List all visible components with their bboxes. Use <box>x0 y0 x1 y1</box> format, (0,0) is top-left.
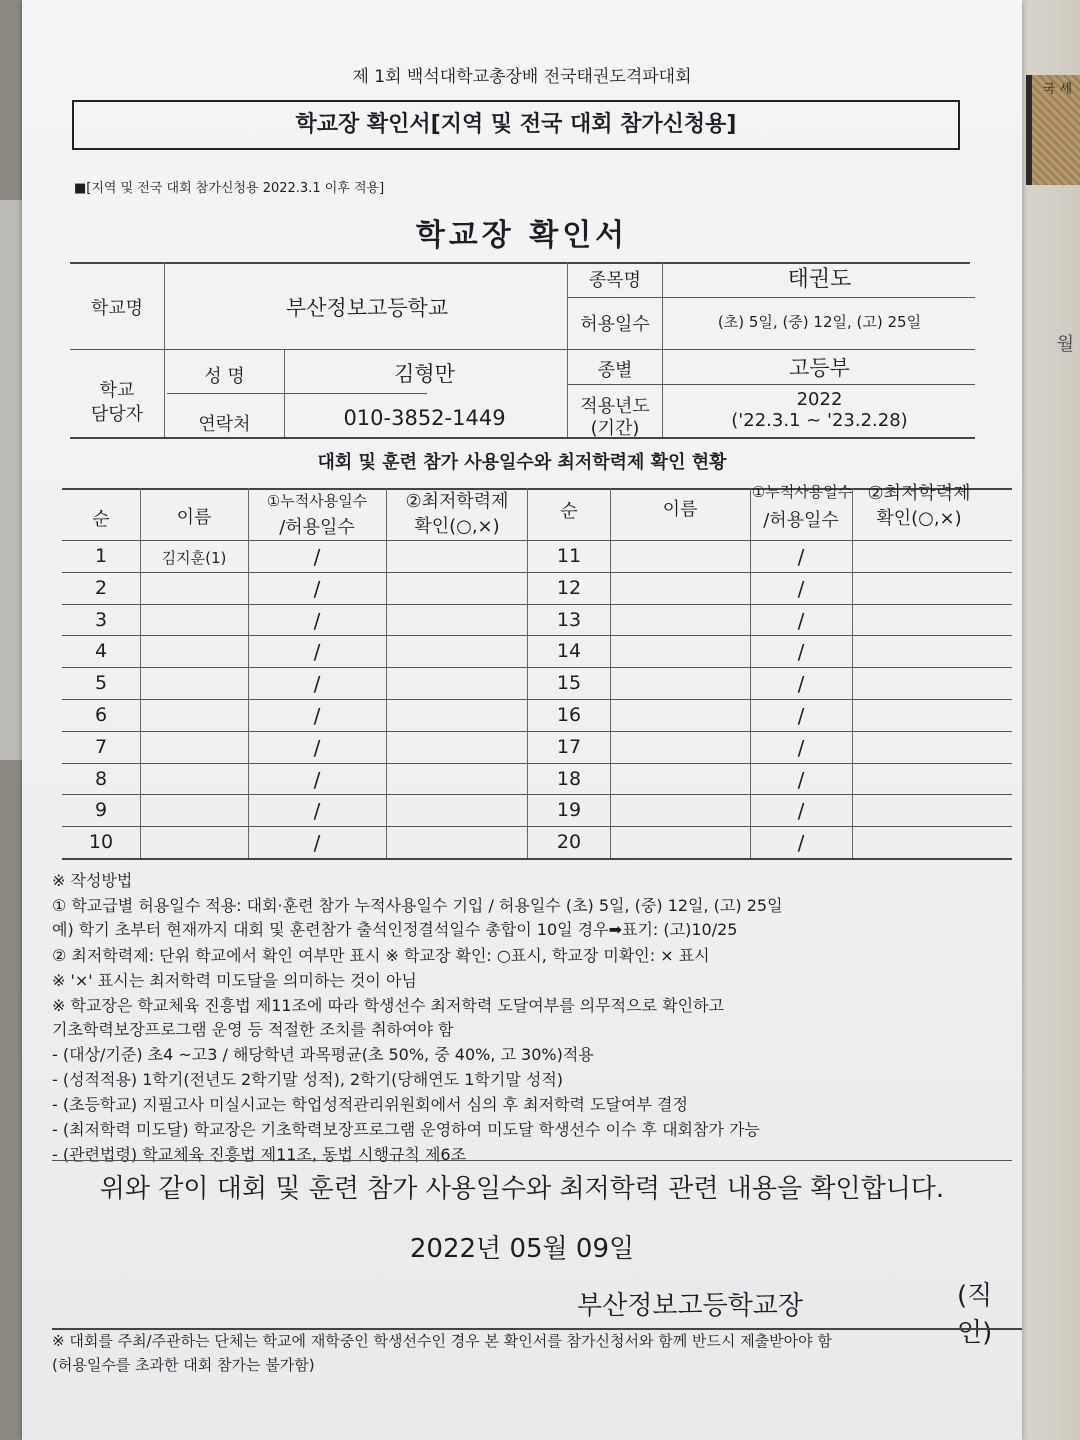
days-slash: / <box>313 672 321 697</box>
form-title-box: 학교장 확인서[지역 및 전국 대회 참가신청용] <box>72 100 960 150</box>
days-slash: / <box>313 608 321 633</box>
note-line: 예) 학기 초부터 현재까지 대회 및 훈련참가 출석인정결석일수 총합이 10일 경우➡표기: (고)10/25 <box>52 920 738 939</box>
days-slash: / <box>797 640 805 665</box>
days-slash: / <box>797 735 805 760</box>
note-line: - (대상/기준) 초4 ~고3 / 해당학년 과목평균(초 50%, 중 40%, 고 30%)적용 <box>52 1045 594 1064</box>
row-number: 1 <box>94 545 108 567</box>
days-slash: / <box>797 576 805 601</box>
days-slash: / <box>797 704 805 728</box>
days-slash: / <box>313 735 321 760</box>
col-days-right-2: /허용일수 <box>763 510 839 531</box>
row-number: 16 <box>556 704 582 726</box>
year-value-2: ('22.3.1 ~ '23.2.28) <box>731 410 908 431</box>
name-label: 성 명 <box>204 366 245 387</box>
note-line: - (초등학교) 지필고사 미실시교는 학업성적관리위원회에서 심의 후 최저학력 도달여부 결정 <box>52 1095 688 1114</box>
note-line: - (관련법령) 학교체육 진흥법 제11조, 동법 시행규칙 제6조 <box>52 1145 467 1164</box>
contact-value: 010-3852-1449 <box>343 406 506 430</box>
name-value: 김형만 <box>394 362 455 386</box>
school-label: 학교명 <box>90 298 144 319</box>
footer-note: ※ 대회를 주최/주관하는 단체는 학교에 재학중인 학생선수인 경우 본 확인서를 참가신청서와 함께 반드시 제출받아야 함 <box>52 1332 832 1350</box>
days-slash: / <box>797 545 805 569</box>
main-title: 학교장 확인서 <box>415 218 629 253</box>
days-value: (초) 5일, (중) 12일, (고) 25일 <box>717 313 922 331</box>
col-days-left-2: /허용일수 <box>279 517 355 538</box>
row-number: 5 <box>94 672 108 695</box>
note-line: 기초학력보장프로그램 운영 등 적절한 조치를 취하여야 함 <box>52 1020 454 1039</box>
row-number: 3 <box>94 608 108 631</box>
row-divider <box>62 699 1012 700</box>
row-divider <box>62 667 1012 668</box>
days-slash: / <box>797 799 805 824</box>
row-divider <box>62 763 1012 764</box>
row-divider <box>62 794 1012 795</box>
col-no-right: 순 <box>560 501 578 522</box>
col-days-left-1: ①누적사용일수 <box>266 492 368 510</box>
days-slash: / <box>313 545 321 569</box>
school-value: 부산정보고등학교 <box>285 296 449 320</box>
col-check-left-1: ②최저학력제 <box>405 491 509 512</box>
division-value: 고등부 <box>789 356 850 380</box>
document-page <box>22 0 1022 1440</box>
days-slash: / <box>797 672 805 697</box>
row-number: 10 <box>88 831 114 854</box>
row-divider <box>62 826 1012 827</box>
col-check-right-1: ②최저학력제 <box>867 483 971 504</box>
row-name: 김지훈(1) <box>161 549 227 567</box>
sport-value: 태권도 <box>787 267 852 292</box>
confirmation-statement: 위와 같이 대회 및 훈련 참가 사용일수와 최저학력 관련 내용을 확인합니다. <box>99 1174 945 1204</box>
official-seal-mark: (직인) <box>957 1281 993 1348</box>
note-line: ② 최저학력제: 단위 학교에서 확인 여부만 표시 ※ 학교장 확인: ○표시, 학교장 미확인: × 표시 <box>52 946 710 965</box>
col-name-right: 이름 <box>662 499 698 520</box>
row-number: 6 <box>94 704 108 726</box>
days-slash: / <box>313 799 321 824</box>
section-title: 대회 및 훈련 참가 사용일수와 최저학력제 확인 현황 <box>317 452 727 473</box>
row-number: 12 <box>556 576 582 599</box>
year-label-2: (기간) <box>590 418 640 439</box>
row-number: 8 <box>94 767 108 790</box>
row-number: 17 <box>556 735 582 758</box>
row-number: 2 <box>94 576 108 599</box>
side-word: 월 <box>1056 334 1074 355</box>
footer-note: (허용일수를 초과한 대회 참가는 불가함) <box>52 1356 315 1374</box>
col-no-left: 순 <box>92 509 110 530</box>
principal-name: 부산정보고등학교장 <box>577 1291 804 1321</box>
division-label: 종별 <box>597 360 633 381</box>
manager-label-1: 학교 <box>99 380 135 401</box>
manager-label-2: 담당자 <box>90 404 144 425</box>
row-number: 19 <box>556 799 582 822</box>
col-check-left-2: 확인(○,×) <box>414 516 500 537</box>
days-slash: / <box>313 767 321 792</box>
row-number: 9 <box>94 799 108 822</box>
days-slash: / <box>313 640 321 665</box>
row-number: 11 <box>556 545 582 567</box>
row-divider <box>62 635 1012 636</box>
side-label: 국 세 <box>1042 82 1072 97</box>
notes-heading: ※ 작성방법 <box>52 871 133 890</box>
year-value-1: 2022 <box>796 389 843 410</box>
col-name-left: 이름 <box>176 507 212 528</box>
row-number: 13 <box>556 608 582 631</box>
row-number: 15 <box>556 672 582 695</box>
row-number: 20 <box>556 831 582 854</box>
col-check-right-2: 확인(○,×) <box>876 508 962 529</box>
row-divider <box>62 572 1012 573</box>
days-slash: / <box>797 831 805 856</box>
days-slash: / <box>313 576 321 601</box>
row-number: 18 <box>556 767 582 790</box>
days-label: 허용일수 <box>580 314 650 335</box>
note-line: - (성적적용) 1학기(전년도 2학기말 성적), 2학기(당해연도 1학기말 성적) <box>52 1070 564 1089</box>
event-title: 제 1회 백석대학교총장배 전국태권도격파대회 <box>352 67 692 87</box>
note-line: - (최저학력 미도달) 학교장은 기초학력보장프로그램 운영하여 미도달 학생선수 이수 후 대회참가 가능 <box>52 1120 760 1139</box>
row-number: 4 <box>94 640 108 663</box>
row-number: 7 <box>94 735 108 758</box>
days-slash: / <box>313 831 321 856</box>
note-line: ① 학교급별 허용일수 적용: 대회·훈련 참가 누적사용일수 기입 / 허용일수 (초) 5일, (중) 12일, (고) 25일 <box>52 896 783 915</box>
note-line: ※ '×' 표시는 최저학력 미도달을 의미하는 것이 아님 <box>52 971 417 990</box>
days-slash: / <box>797 608 805 633</box>
form-sub-note: ■[지역 및 전국 대회 참가신청용 2022.3.1 이후 적용] <box>74 181 385 196</box>
year-label-1: 적용년도 <box>580 396 650 417</box>
row-divider <box>62 604 1012 605</box>
note-line: ※ 학교장은 학교체육 진흥법 제11조에 따라 학생선수 최저학력 도달여부를 의무적으로 확인하고 <box>52 996 724 1015</box>
days-slash: / <box>313 704 321 728</box>
days-slash: / <box>797 767 805 792</box>
sport-label: 종목명 <box>588 270 642 291</box>
document-date: 2022년 05월 09일 <box>409 1234 635 1264</box>
col-days-right-1: ①누적사용일수 <box>751 483 853 501</box>
row-number: 14 <box>556 640 582 663</box>
row-divider <box>62 731 1012 732</box>
contact-label: 연락처 <box>198 414 251 435</box>
